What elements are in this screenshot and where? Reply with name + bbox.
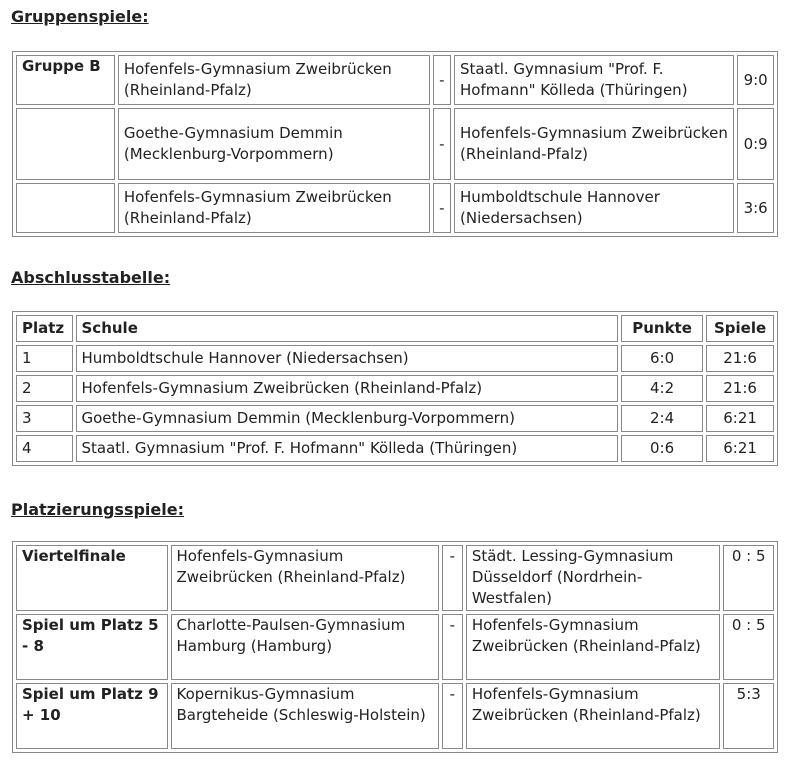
separator-cell: -: [442, 545, 463, 611]
punkte-cell: 6:0: [621, 345, 703, 372]
punkte-cell: 0:6: [621, 435, 703, 462]
platzierungsspiele-table: [12, 541, 778, 753]
gruppenspiele-table: [12, 51, 778, 237]
spiele-cell: 21:6: [706, 345, 774, 372]
table-row: [16, 183, 774, 233]
platzierungsspiele-heading: Platzierungsspiele:: [11, 500, 184, 519]
team2-cell: Hofenfels-Gymnasium Zweibrücken (Rheinland-Pfalz): [466, 683, 721, 749]
abschlusstabelle-table: [12, 311, 778, 466]
separator-cell: -: [433, 108, 451, 180]
table-row: [16, 375, 774, 402]
score-cell: 0:9: [737, 108, 774, 180]
score-cell: 5:3: [723, 683, 774, 749]
score-cell: 0 : 5: [723, 545, 774, 611]
table-header-row: [16, 315, 774, 342]
schule-cell: Staatl. Gymnasium "Prof. F. Hofmann" Kölleda (Thüringen): [76, 435, 618, 462]
team1-cell: Hofenfels-Gymnasium Zweibrücken (Rheinland-Pfalz): [118, 55, 430, 105]
runde-cell: Viertelfinale: [16, 545, 168, 611]
team2-cell: Staatl. Gymnasium "Prof. F. Hofmann" Kölleda (Thüringen): [454, 55, 734, 105]
separator-cell: -: [442, 683, 463, 749]
abschlusstabelle-heading: Abschlusstabelle:: [11, 268, 171, 287]
platz-cell: 2: [16, 375, 73, 402]
team1-cell: Kopernikus-Gymnasium Bargteheide (Schleswig-Holstein): [171, 683, 439, 749]
score-cell: 0 : 5: [723, 614, 774, 680]
team1-cell: Hofenfels-Gymnasium Zweibrücken (Rheinland-Pfalz): [171, 545, 439, 611]
table-row: [16, 108, 774, 180]
table-row: [16, 683, 774, 749]
team2-cell: Humboldtschule Hannover (Niedersachsen): [454, 183, 734, 233]
separator-cell: -: [433, 55, 451, 105]
header-spiele: Spiele: [706, 315, 774, 342]
platz-cell: 4: [16, 435, 73, 462]
team1-cell: Charlotte-Paulsen-Gymnasium Hamburg (Hamburg): [171, 614, 439, 680]
gruppe-cell: Gruppe B: [16, 55, 115, 105]
score-cell: 9:0: [737, 55, 774, 105]
platz-cell: 3: [16, 405, 73, 432]
spiele-cell: 21:6: [706, 375, 774, 402]
gruppe-cell: [16, 183, 115, 233]
schule-cell: Goethe-Gymnasium Demmin (Mecklenburg-Vorpommern): [76, 405, 618, 432]
schule-cell: Humboldtschule Hannover (Niedersachsen): [76, 345, 618, 372]
spiele-cell: 6:21: [706, 405, 774, 432]
header-punkte: Punkte: [621, 315, 703, 342]
team1-cell: Goethe-Gymnasium Demmin (Mecklenburg-Vorpommern): [118, 108, 430, 180]
table-row: [16, 55, 774, 105]
table-row: [16, 435, 774, 462]
gruppenspiele-heading: Gruppenspiele:: [11, 7, 149, 26]
spiele-cell: 6:21: [706, 435, 774, 462]
header-schule: Schule: [76, 315, 618, 342]
gruppe-cell: [16, 108, 115, 180]
schule-cell: Hofenfels-Gymnasium Zweibrücken (Rheinland-Pfalz): [76, 375, 618, 402]
score-cell: 3:6: [737, 183, 774, 233]
separator-cell: -: [442, 614, 463, 680]
table-row: [16, 545, 774, 611]
punkte-cell: 4:2: [621, 375, 703, 402]
punkte-cell: 2:4: [621, 405, 703, 432]
team2-cell: Hofenfels-Gymnasium Zweibrücken (Rheinland-Pfalz): [466, 614, 721, 680]
runde-cell: Spiel um Platz 5 - 8: [16, 614, 168, 680]
team1-cell: Hofenfels-Gymnasium Zweibrücken (Rheinland-Pfalz): [118, 183, 430, 233]
team2-cell: Hofenfels-Gymnasium Zweibrücken (Rheinland-Pfalz): [454, 108, 734, 180]
header-platz: Platz: [16, 315, 73, 342]
table-row: [16, 405, 774, 432]
separator-cell: -: [433, 183, 451, 233]
platz-cell: 1: [16, 345, 73, 372]
table-row: [16, 345, 774, 372]
team2-cell: Städt. Lessing-Gymnasium Düsseldorf (Nordrhein-Westfalen): [466, 545, 721, 611]
runde-cell: Spiel um Platz 9 + 10: [16, 683, 168, 749]
table-row: [16, 614, 774, 680]
